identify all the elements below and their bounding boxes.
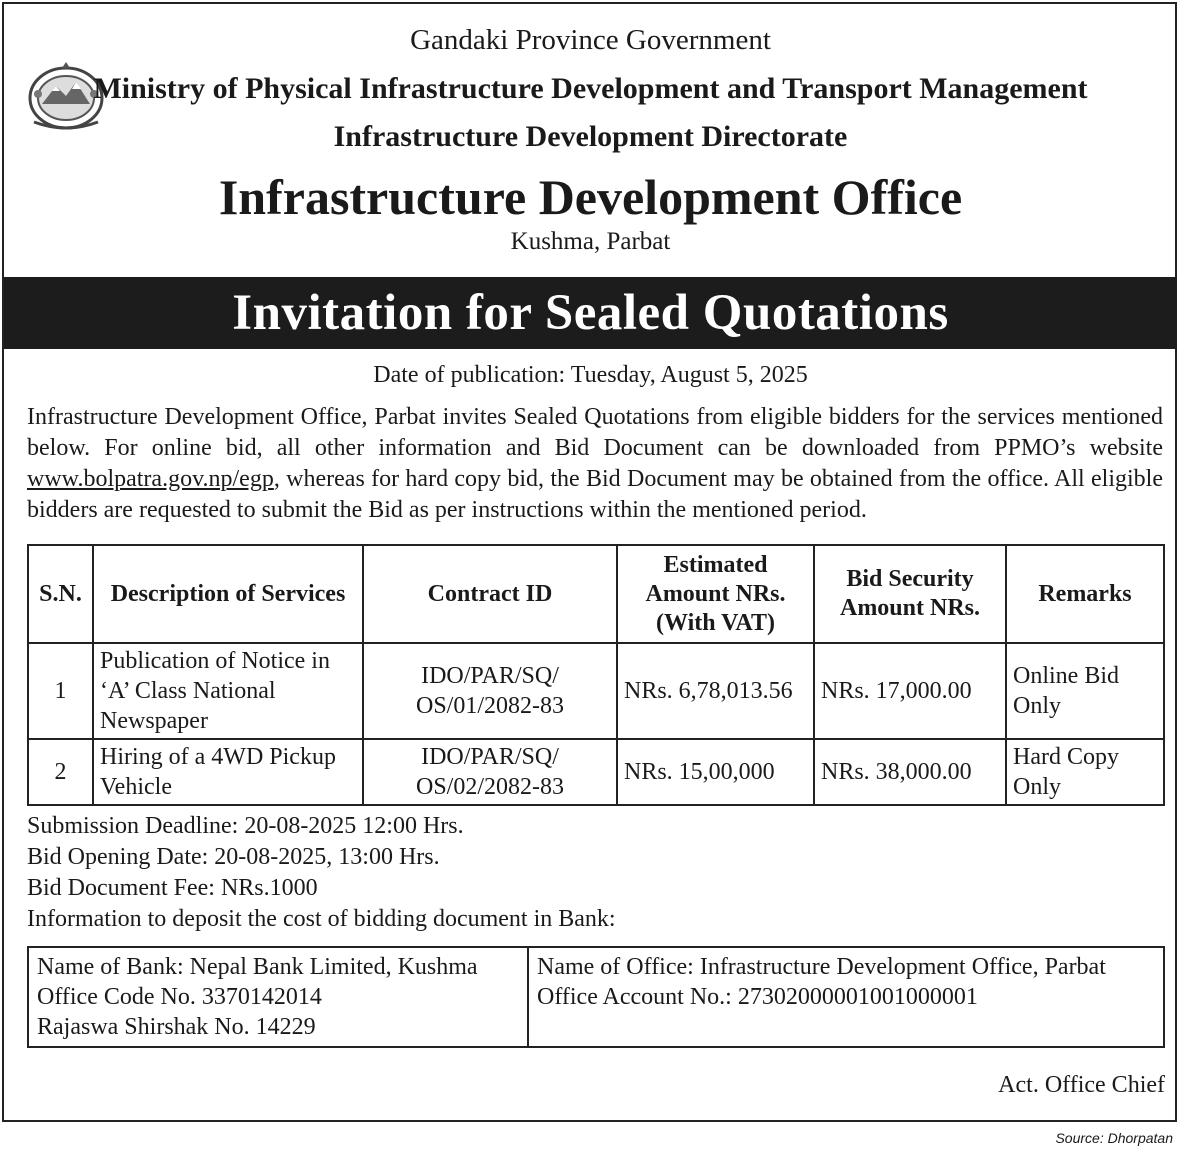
table-row <box>28 643 1164 739</box>
row-description: Hiring of a 4WD Pickup Vehicle <box>93 739 363 805</box>
row-description: Publication of Notice in ‘A’ Class National Newspaper <box>93 643 363 739</box>
row-remarks: Hard Copy Only <box>1006 739 1164 805</box>
intro-text-after: , whereas for hard copy bid, the Bid Document may be obtained from the office. All eligible bidders are requested to submit the Bid as per instructions within the mentioned period. <box>27 466 1163 523</box>
bank-details-row <box>28 947 1164 1047</box>
directorate-name: Infrastructure Development Directorate <box>333 120 848 153</box>
bank-name: Name of Bank: Nepal Bank Limited, Kushma <box>37 954 478 980</box>
intro-paragraph <box>27 402 1163 526</box>
intro-text-before: Infrastructure Development Office, Parbat invites Sealed Quotations from eligible bidders for the services mentioned below. For online bid, all other information and Bid Document can be downloaded from PPMO’s website <box>27 404 1163 461</box>
source-credit: Source: Dhorpatan <box>1055 1130 1173 1146</box>
rajaswa-shirshak: Rajaswa Shirshak No. 14229 <box>37 1014 316 1040</box>
row-remarks: Online Bid Only <box>1006 643 1164 739</box>
bid-details <box>27 811 616 935</box>
government-name: Gandaki Province Government <box>410 24 771 56</box>
row-contract-id: IDO/PAR/SQ/ OS/01/2082-83 <box>363 643 617 739</box>
bolpatra-link[interactable]: www.bolpatra.gov.np/egp <box>27 466 274 492</box>
row-estimated-amount: NRs. 15,00,000 <box>617 739 814 805</box>
office-location: Kushma, Parbat <box>510 228 671 255</box>
header-estimated-amount: Estimated Amount NRs. (With VAT) <box>617 545 814 643</box>
account-office-name: Name of Office: Infrastructure Development Office, Parbat <box>537 954 1106 980</box>
table-header-row <box>28 545 1164 643</box>
row-contract-id: IDO/PAR/SQ/ OS/02/2082-83 <box>363 739 617 805</box>
bid-opening-date: Bid Opening Date: 20-08-2025, 13:00 Hrs. <box>27 844 440 870</box>
publication-date: Date of publication: Tuesday, August 5, 2025 <box>373 362 808 388</box>
header-bid-security: Bid Security Amount NRs. <box>814 545 1006 643</box>
row-bid-security: NRs. 38,000.00 <box>814 739 1006 805</box>
table-row <box>28 739 1164 805</box>
office-account-cell <box>528 947 1164 1047</box>
bid-document-fee: Bid Document Fee: NRs.1000 <box>27 875 318 901</box>
row-bid-security: NRs. 17,000.00 <box>814 643 1006 739</box>
ministry-name: Ministry of Physical Infrastructure Development and Transport Management <box>93 72 1088 105</box>
office-account-number: Office Account No.: 27302000001001000001 <box>537 984 978 1010</box>
bank-details-table <box>27 946 1165 1048</box>
office-name: Infrastructure Development Office <box>218 169 963 225</box>
header-remarks: Remarks <box>1006 545 1164 643</box>
deposit-info: Information to deposit the cost of bidding document in Bank: <box>27 906 616 932</box>
submission-deadline: Submission Deadline: 20-08-2025 12:00 Hrs. <box>27 813 464 839</box>
header-sn: S.N. <box>28 545 93 643</box>
header-contract-id: Contract ID <box>363 545 617 643</box>
office-code: Office Code No. 3370142014 <box>37 984 322 1010</box>
services-table <box>27 544 1165 806</box>
signatory: Act. Office Chief <box>998 1072 1165 1098</box>
row-estimated-amount: NRs. 6,78,013.56 <box>617 643 814 739</box>
notice-title: Invitation for Sealed Quotations <box>4 277 1177 349</box>
bank-info-cell <box>28 947 528 1047</box>
header-description: Description of Services <box>93 545 363 643</box>
row-sn: 2 <box>28 739 93 805</box>
row-sn: 1 <box>28 643 93 739</box>
